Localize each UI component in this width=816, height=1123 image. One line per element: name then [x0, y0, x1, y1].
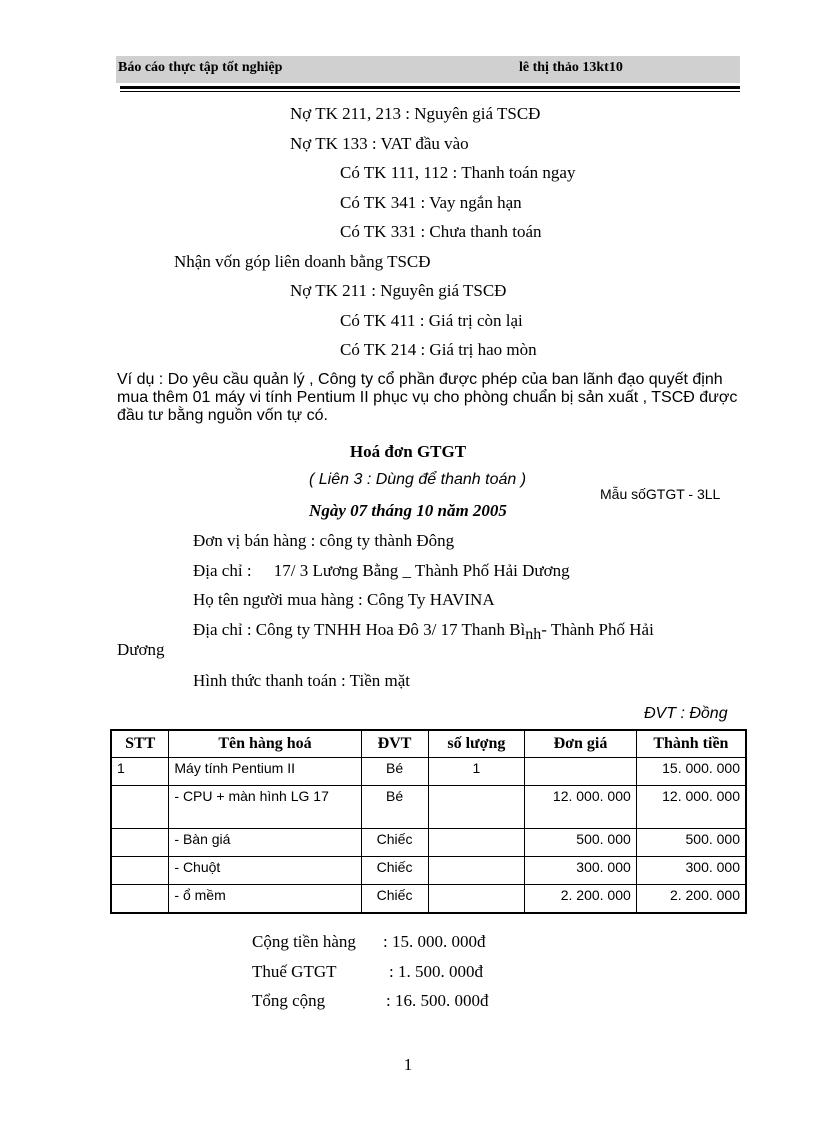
buyer-address-cont: Dương	[117, 640, 165, 659]
seller-address: 17/ 3 Lương Bằng _ Thành Phố Hải Dương	[273, 561, 570, 580]
col-header-stt: STT	[111, 730, 169, 758]
cell-stt	[111, 786, 169, 829]
cell-price	[525, 758, 637, 786]
entry-credit-214: Có TK 214 : Giá trị hao mòn	[340, 340, 537, 359]
cell-amount: 12. 000. 000	[636, 786, 746, 829]
col-header-unit: ĐVT	[361, 730, 428, 758]
entry-debit-211-b: Nợ TK 211 : Nguyên giá TSCĐ	[290, 281, 507, 300]
vat-value: : 1. 500. 000đ	[389, 962, 483, 981]
cell-name: - CPU + màn hình LG 17	[169, 786, 361, 829]
cell-stt: 1	[111, 758, 169, 786]
cell-name: Máy tính Pentium II	[169, 758, 361, 786]
cell-qty	[428, 786, 525, 829]
section-capital-contribution: Nhận vốn góp liên doanh bằng TSCĐ	[174, 252, 431, 271]
header-rule-thick	[120, 86, 740, 89]
cell-name: - ổ mềm	[169, 885, 361, 914]
cell-name: - Bàn giá	[169, 829, 361, 857]
cell-stt	[111, 885, 169, 914]
invoice-subtitle: ( Liên 3 : Dùng để thanh toán )	[309, 471, 527, 488]
cell-amount: 300. 000	[636, 857, 746, 885]
cell-amount: 500. 000	[636, 829, 746, 857]
seller-address-line	[193, 561, 570, 581]
cell-unit: Chiếc	[361, 857, 428, 885]
subtotal-value: : 15. 000. 000đ	[383, 932, 486, 951]
col-header-name: Tên hàng hoá	[169, 730, 361, 758]
cell-stt	[111, 857, 169, 885]
vat-label: Thuế GTGT	[252, 962, 337, 981]
buyer-address-line	[193, 620, 654, 644]
cell-price: 500. 000	[525, 829, 637, 857]
subtotal-label: Cộng tiền hàng	[252, 932, 356, 951]
buyer-address-sub: nh	[525, 626, 542, 643]
col-header-price: Đơn giá	[525, 730, 637, 758]
invoice-table	[110, 729, 747, 914]
entry-debit-133: Nợ TK 133 : VAT đầu vào	[290, 134, 469, 153]
col-header-amount: Thành tiền	[636, 730, 746, 758]
cell-unit: Bé	[361, 786, 428, 829]
invoice-title: Hoá đơn GTGT	[349, 442, 467, 461]
entry-credit-341: Có TK 341 : Vay ngắn hạn	[340, 193, 522, 212]
table-row	[111, 829, 746, 857]
table-header-row	[111, 730, 746, 758]
buyer-address-prefix: Địa chỉ : Công ty TNHH Hoa Đô 3/ 17 Thanh Bì	[193, 620, 526, 639]
seller-line: Đơn vị bán hàng : công ty thành Đông	[193, 531, 455, 550]
cell-qty	[428, 829, 525, 857]
cell-unit: Bé	[361, 758, 428, 786]
header-report-title: Báo cáo thực tập tốt nghiệp	[118, 60, 283, 75]
invoice-form-code: Mẫu sốGTGT - 3LL	[600, 486, 721, 502]
table-row	[111, 758, 746, 786]
cell-qty	[428, 857, 525, 885]
cell-qty	[428, 885, 525, 914]
entry-credit-331: Có TK 331 : Chưa thanh toán	[340, 222, 542, 241]
example-paragraph: Ví dụ : Do yêu cầu quản lý , Công ty cổ phần được phép của ban lãnh đạo quyết định mua thêm 01 máy vi tính Pentium II phục vụ cho phòng chuẩn bị sản xuất , TSCĐ được đầu tư bằng nguồn vốn tự có.	[117, 371, 738, 424]
page-header	[116, 56, 740, 83]
cell-price: 12. 000. 000	[525, 786, 637, 829]
cell-amount: 2. 200. 000	[636, 885, 746, 914]
table-row	[111, 885, 746, 914]
cell-name: - Chuột	[169, 857, 361, 885]
cell-unit: Chiếc	[361, 885, 428, 914]
total-label: Tổng cộng	[252, 991, 326, 1010]
buyer-address-suffix: - Thành Phố Hải	[541, 620, 654, 639]
entry-credit-411: Có TK 411 : Giá trị còn lại	[340, 311, 523, 330]
page-number: 1	[403, 1055, 413, 1074]
cell-unit: Chiếc	[361, 829, 428, 857]
header-author: lê thị thảo 13kt10	[519, 60, 623, 75]
cell-qty: 1	[428, 758, 525, 786]
buyer-line: Họ tên người mua hàng : Công Ty HAVINA	[193, 590, 495, 609]
total-value: : 16. 500. 000đ	[386, 991, 489, 1010]
table-row	[111, 786, 746, 829]
entry-credit-111: Có TK 111, 112 : Thanh toán ngay	[340, 163, 576, 182]
cell-stt	[111, 829, 169, 857]
payment-line: Hình thức thanh toán : Tiền mặt	[193, 671, 410, 690]
seller-address-label: Địa chỉ :	[193, 561, 252, 580]
col-header-qty: số lượng	[428, 730, 525, 758]
cell-price: 2. 200. 000	[525, 885, 637, 914]
currency-unit: ĐVT : Đồng	[644, 705, 728, 722]
header-rule-thin	[120, 91, 740, 92]
invoice-date: Ngày 07 tháng 10 năm 2005	[309, 501, 507, 520]
entry-debit-211: Nợ TK 211, 213 : Nguyên giá TSCĐ	[290, 104, 541, 123]
table-row	[111, 857, 746, 885]
cell-price: 300. 000	[525, 857, 637, 885]
cell-amount: 15. 000. 000	[636, 758, 746, 786]
